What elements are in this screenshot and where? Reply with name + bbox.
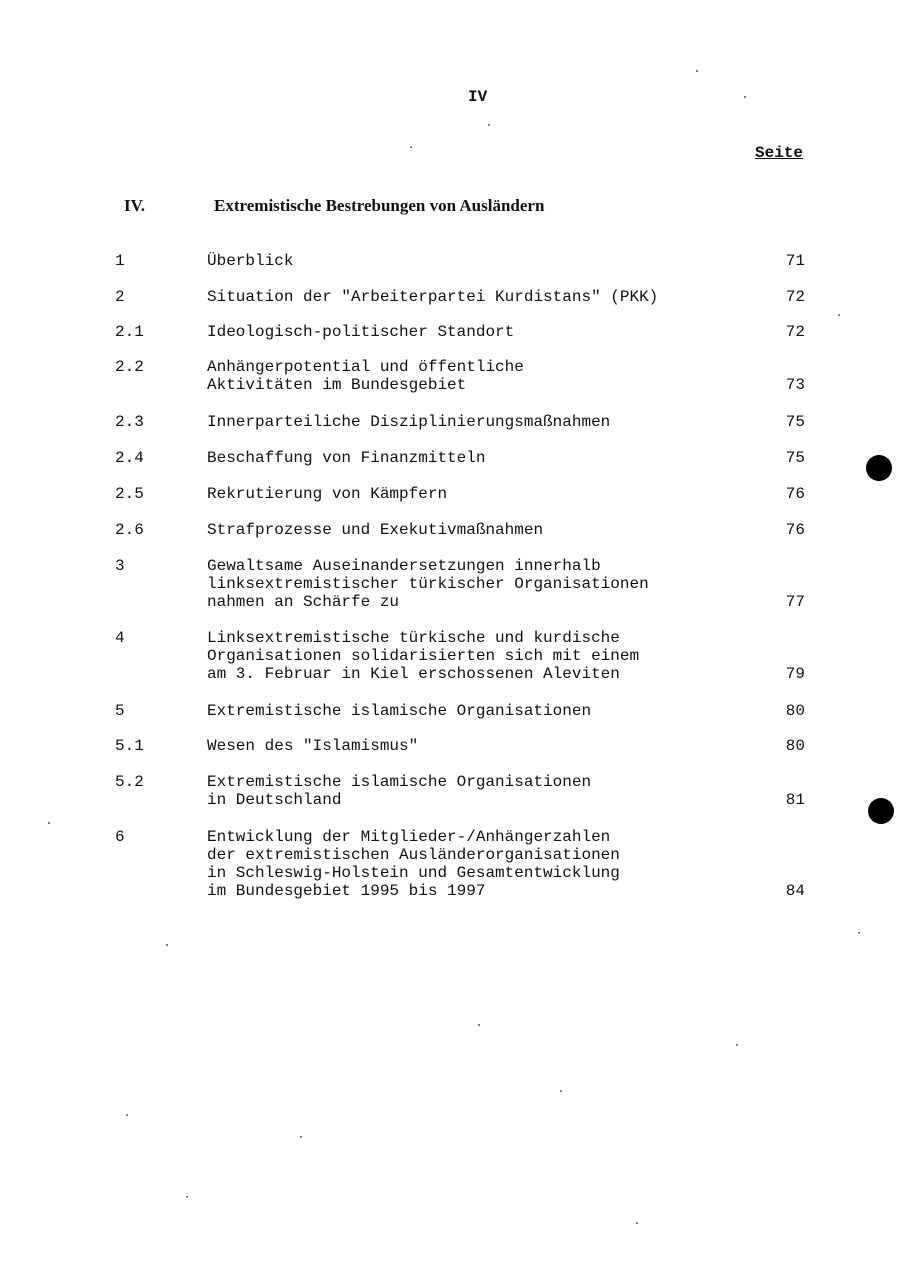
toc-entry-title: Überblick bbox=[207, 252, 294, 270]
toc-entry bbox=[115, 702, 815, 720]
toc-entry-title: Linksextremistische türkische und kurdische Organisationen solidarisierten sich mit einem am 3. Februar in Kiel erschossenen Aleviten bbox=[207, 629, 640, 683]
toc-entry bbox=[115, 629, 815, 683]
toc-entry bbox=[115, 737, 815, 755]
toc-entry bbox=[115, 449, 815, 467]
toc-entry-title: Innerparteiliche Disziplinierungsmaßnahmen bbox=[207, 413, 611, 431]
page-column-header: Seite bbox=[755, 144, 804, 162]
toc-entry-number: 2.3 bbox=[115, 413, 144, 431]
scan-speck bbox=[636, 1222, 638, 1224]
toc-entry-number: 2.2 bbox=[115, 358, 144, 376]
toc-entry-page: 84 bbox=[785, 882, 805, 900]
toc-entry-title: Strafprozesse und Exekutivmaßnahmen bbox=[207, 521, 544, 539]
section-title: Extremistische Bestrebungen von Ausländern bbox=[214, 196, 545, 215]
toc-entry-number: 2.5 bbox=[115, 485, 144, 503]
toc-entry-title: Wesen des "Islamismus" bbox=[207, 737, 419, 755]
section-number: IV. bbox=[124, 196, 145, 215]
toc-entry-title: Beschaffung von Finanzmitteln bbox=[207, 449, 486, 467]
scan-speck bbox=[410, 146, 412, 148]
toc-entry bbox=[115, 521, 815, 539]
toc-entry-page: 76 bbox=[785, 485, 805, 503]
toc-entry-title: Situation der "Arbeiterpartei Kurdistans" (PKK) bbox=[207, 288, 659, 306]
scan-speck bbox=[186, 1196, 188, 1198]
toc-entry bbox=[115, 252, 815, 270]
toc-entry bbox=[115, 413, 815, 431]
toc-entry-title: Ideologisch-politischer Standort bbox=[207, 323, 515, 341]
toc-entry bbox=[115, 358, 815, 394]
toc-entry-page: 72 bbox=[785, 323, 805, 341]
toc-entry-title: Entwicklung der Mitglieder-/Anhängerzahlen der extremistischen Ausländerorganisationen in Schleswig-Holstein und Gesamtentwicklung im Bundesgebiet 1995 bis 1997 bbox=[207, 828, 620, 900]
toc-entry bbox=[115, 828, 815, 900]
toc-entry-number: 2.6 bbox=[115, 521, 144, 539]
scan-speck bbox=[48, 822, 50, 824]
scan-speck bbox=[300, 1136, 302, 1138]
toc-entry-title: Rekrutierung von Kämpfern bbox=[207, 485, 448, 503]
toc-entry bbox=[115, 323, 815, 341]
toc-entry-page: 72 bbox=[785, 288, 805, 306]
toc-entry-title: Extremistische islamische Organisationen bbox=[207, 702, 592, 720]
toc-entry-page: 79 bbox=[785, 665, 805, 683]
toc-entry-page: 76 bbox=[785, 521, 805, 539]
toc-entry-number: 4 bbox=[115, 629, 125, 647]
toc-entry-number: 5.2 bbox=[115, 773, 144, 791]
toc-entry-page: 81 bbox=[785, 791, 805, 809]
scan-speck bbox=[126, 1114, 128, 1116]
toc-entry-page: 75 bbox=[785, 449, 805, 467]
page-number: IV bbox=[468, 88, 488, 106]
toc-entry-page: 71 bbox=[785, 252, 805, 270]
toc-entry-page: 77 bbox=[785, 593, 805, 611]
toc-entry-number: 2 bbox=[115, 288, 125, 306]
punch-hole-upper bbox=[866, 455, 892, 481]
toc-entry-page: 80 bbox=[785, 702, 805, 720]
scan-speck bbox=[736, 1044, 738, 1046]
scan-speck bbox=[478, 1024, 480, 1026]
toc-entry-number: 1 bbox=[115, 252, 125, 270]
toc-entry-page: 80 bbox=[785, 737, 805, 755]
toc-entry-number: 5 bbox=[115, 702, 125, 720]
scan-speck bbox=[744, 96, 746, 98]
toc-entry-number: 2.4 bbox=[115, 449, 144, 467]
scan-speck bbox=[696, 70, 698, 72]
toc-entry-page: 73 bbox=[785, 376, 805, 394]
toc-entry-number: 5.1 bbox=[115, 737, 144, 755]
toc-entry-page: 75 bbox=[785, 413, 805, 431]
scan-speck bbox=[166, 944, 168, 946]
toc-entry bbox=[115, 557, 815, 611]
toc-entry-number: 3 bbox=[115, 557, 125, 575]
scan-speck bbox=[560, 1090, 562, 1092]
toc-entry bbox=[115, 773, 815, 809]
toc-entry-title: Gewaltsame Auseinandersetzungen innerhalb linksextremistischer türkischer Organisationen nahmen an Schärfe zu bbox=[207, 557, 649, 611]
toc-entry-title: Extremistische islamische Organisationen in Deutschland bbox=[207, 773, 592, 809]
toc-entry-number: 6 bbox=[115, 828, 125, 846]
scan-speck bbox=[488, 124, 490, 126]
scan-speck bbox=[838, 314, 840, 316]
toc-entry-number: 2.1 bbox=[115, 323, 144, 341]
toc-entry bbox=[115, 288, 815, 306]
toc-entry-title: Anhängerpotential und öffentliche Aktivitäten im Bundesgebiet bbox=[207, 358, 524, 394]
punch-hole-lower bbox=[868, 798, 894, 824]
scan-speck bbox=[858, 932, 860, 934]
toc-entry bbox=[115, 485, 815, 503]
